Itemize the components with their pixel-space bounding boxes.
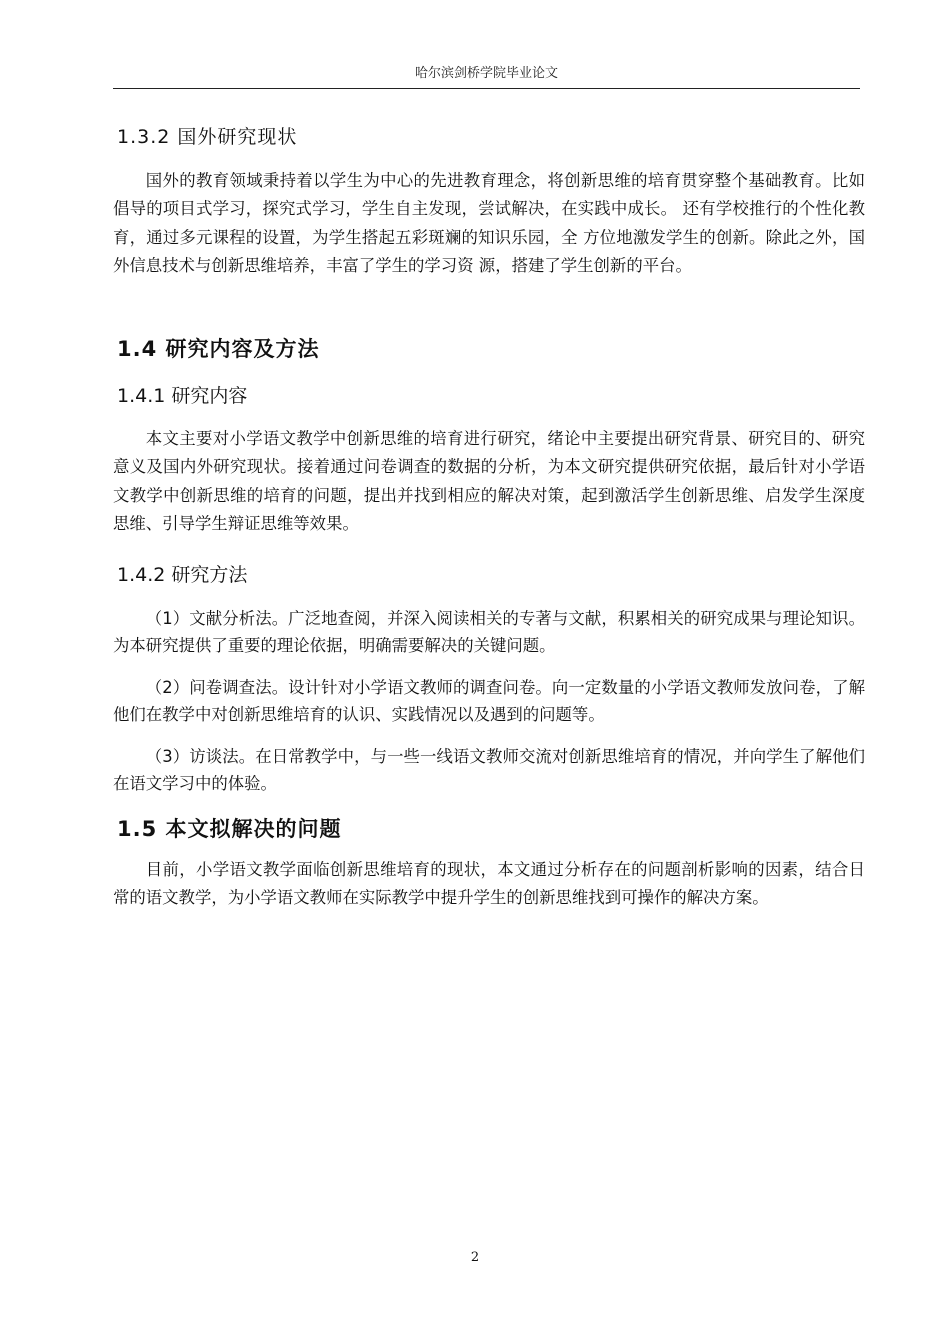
page-number: 2 xyxy=(470,1250,480,1265)
paragraph-foreign-research: 国外的教育领域秉持着以学生为中心的先进教育理念，将创新思维的培育贯穿整个基础教育。比如倡导的项目式学习，探究式学习，学生自主发现，尝试解决，在实践中成长。 还有学校推行的个性化教育，通过多元课程的设置，为学生搭起五彩斑斓的知识乐园，全 方位地激发学生的创新。除此之外，国外信息技术与创新思维培养，丰富了学生的学习资 源，搭建了学生创新的平台。 xyxy=(113,171,865,276)
paragraph-problems: 目前，小学语文教学面临创新思维培育的现状，本文通过分析存在的问题剖析影响的因素，结合日常的语文教学，为小学语文教师在实际教学中提升学生的创新思维找到可操作的解决方案。 xyxy=(113,860,865,908)
heading-1-4-2: 1.4.2 研究方法 xyxy=(117,564,248,586)
heading-1-5: 1.5 本文拟解决的问题 xyxy=(117,817,342,841)
method-item-1: （1）文献分析法。广泛地查阅，并深入阅读相关的专著与文献，积累相关的研究成果与理论知识。为本研究提供了重要的理论依据，明确需要解决的关键问题。 xyxy=(113,609,865,655)
header-title: 哈尔滨剑桥学院毕业论文 xyxy=(414,66,558,81)
page-header xyxy=(113,64,860,89)
paragraph-research-content: 本文主要对小学语文教学中创新思维的培育进行研究，绪论中主要提出研究背景、研究目的、研究意义及国内外研究现状。接着通过问卷调查的数据的分析，为本文研究提供研究依据，最后针对小学语文教学中创新思维的培育的问题，提出并找到相应的解决对策，起到激活学生创新思维、启发学生深度思维、引导学生辩证思维等效果。 xyxy=(113,429,865,534)
method-item-3: （3）访谈法。在日常教学中，与一些一线语文教师交流对创新思维培育的情况，并向学生了解他们在语文学习中的体验。 xyxy=(113,747,865,793)
heading-1-3-2: 1.3.2 国外研究现状 xyxy=(117,126,298,148)
heading-1-4-1: 1.4.1 研究内容 xyxy=(117,385,248,407)
method-item-2: （2）问卷调查法。设计针对小学语文教师的调查问卷。向一定数量的小学语文教师发放问卷，了解他们在教学中对创新思维培育的认识、实践情况以及遇到的问题等。 xyxy=(113,678,865,724)
heading-1-4: 1.4 研究内容及方法 xyxy=(117,337,320,361)
